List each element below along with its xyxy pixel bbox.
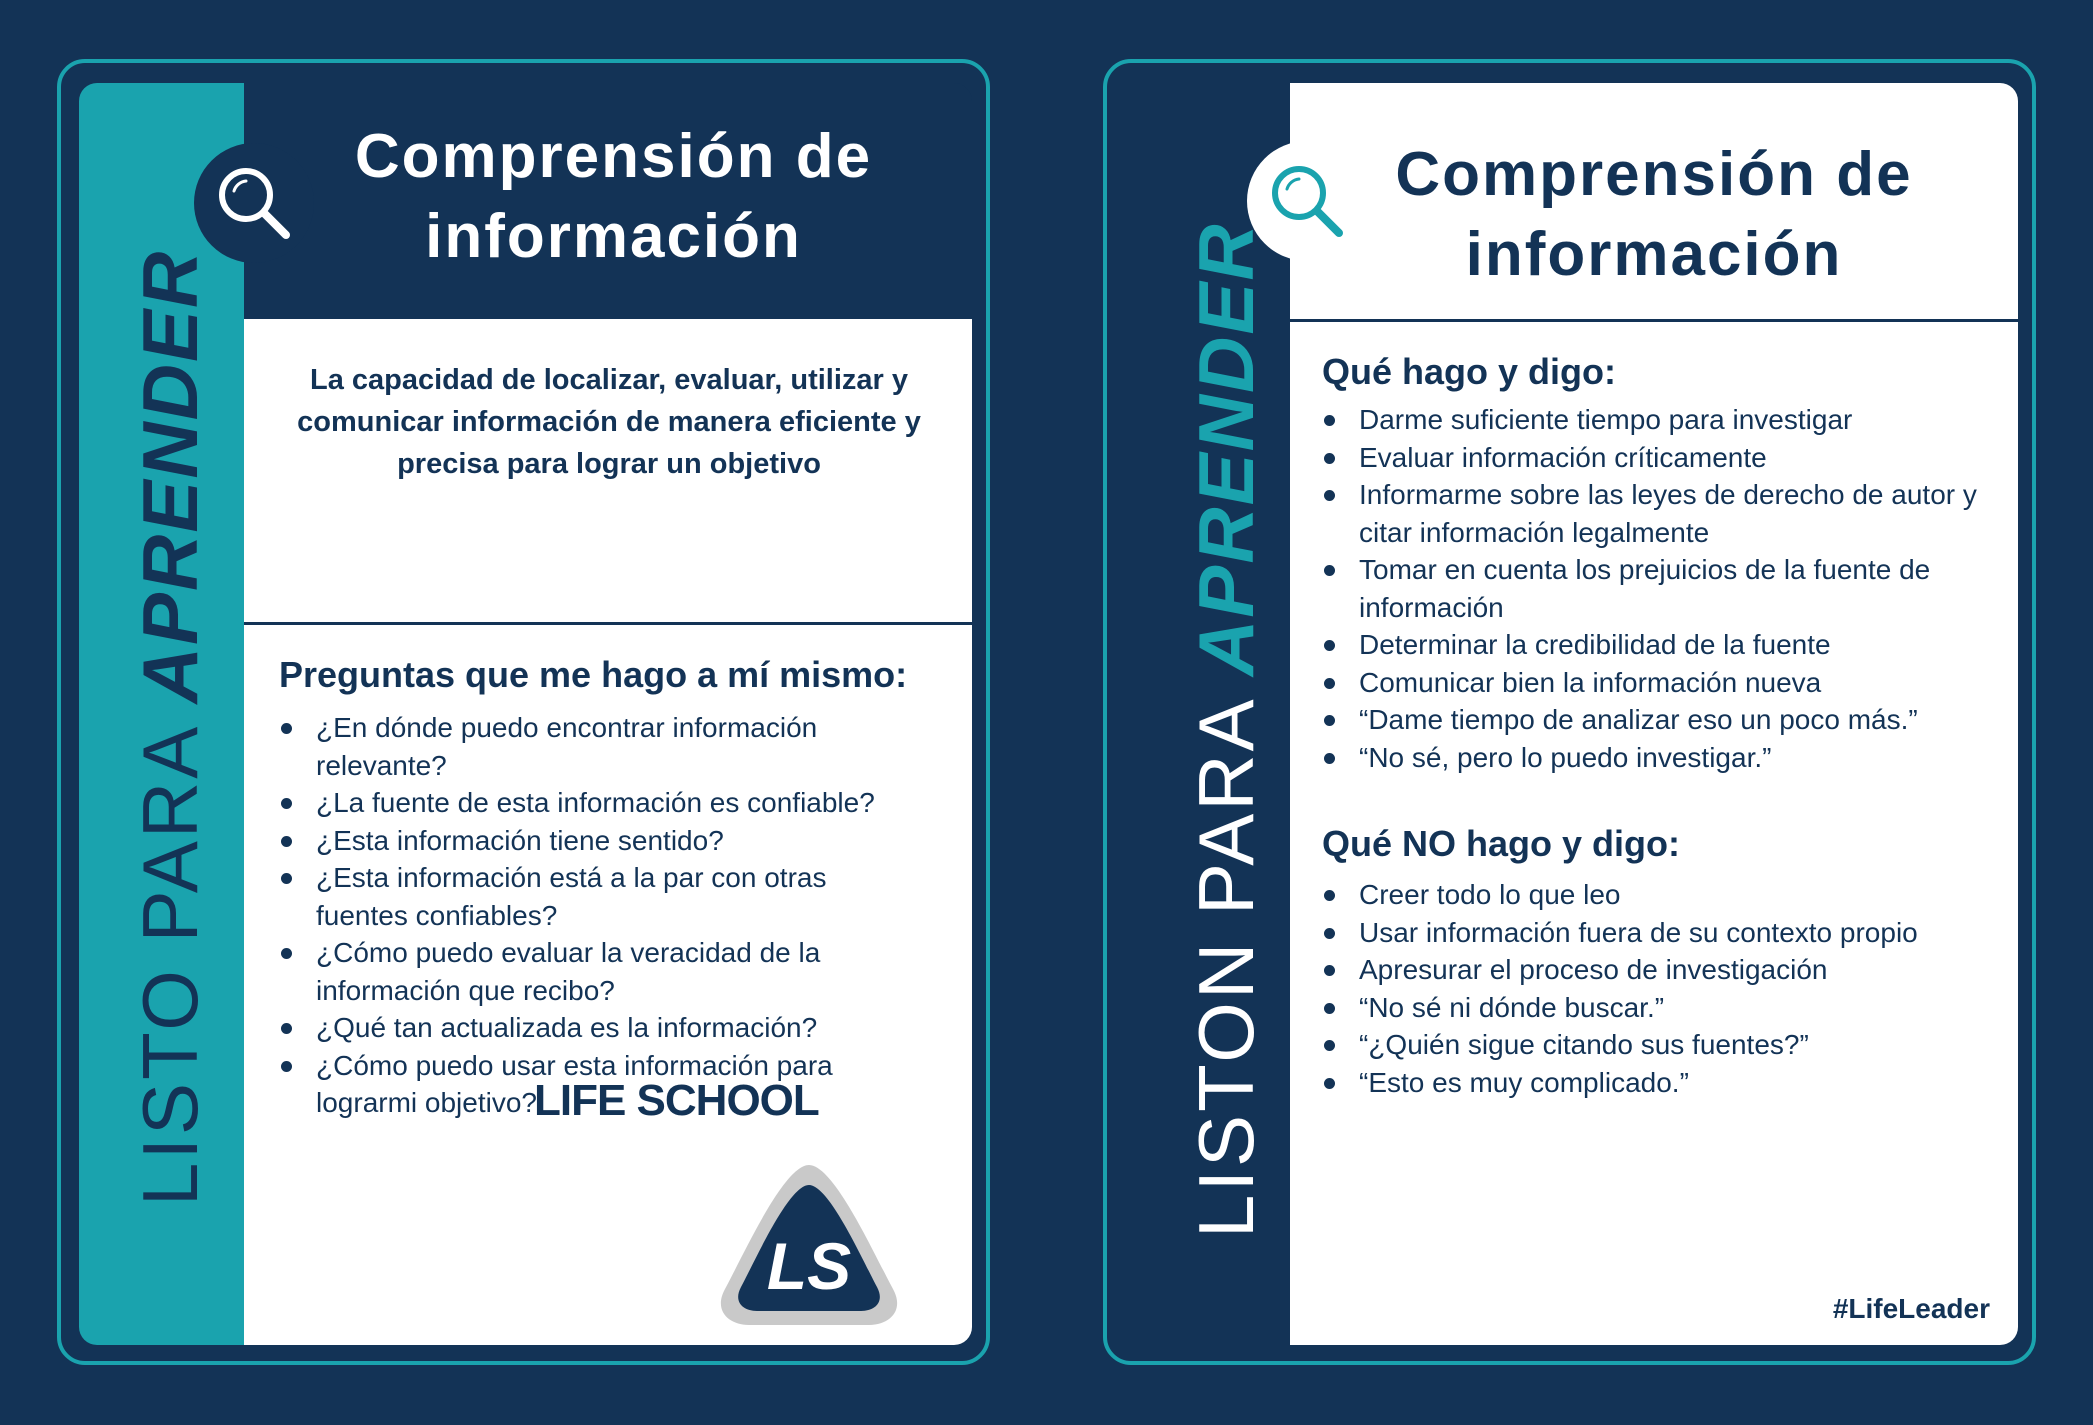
card-title (256, 117, 971, 277)
card-back (1103, 59, 2036, 1365)
list-item: Darme suficiente tiempo para investigar (1322, 401, 2002, 439)
list-item: ¿Esta información tiene sentido? (279, 822, 919, 860)
list-item: ¿En dónde puedo encontrar información relevante? (279, 709, 919, 784)
list-item: Evaluar información críticamente (1322, 439, 2002, 477)
list-item: Usar información fuera de su contexto propio (1322, 914, 2002, 952)
list-item: Apresurar el proceso de investigación (1322, 951, 2002, 989)
list-item: Determinar la credibilidad de la fuente (1322, 626, 2002, 664)
list-item: ¿Esta información está a la par con otras fuentes confiables? (279, 859, 919, 934)
divider (1290, 319, 2018, 322)
hashtag: #LifeLeader (1832, 1293, 1990, 1324)
life-school-logo (709, 1159, 909, 1334)
divider (244, 622, 972, 625)
do-heading: Qué hago y digo: (1322, 351, 1616, 392)
card-title (1290, 135, 2018, 295)
list-item: Informarme sobre las leyes de derecho de autor y citar información legalmente (1322, 476, 2002, 551)
list-item: “No sé ni dónde buscar.” (1322, 989, 2002, 1027)
list-item: ¿Cómo puedo evaluar la veracidad de la información que recibo? (279, 934, 919, 1009)
list-item: Comunicar bien la información nueva (1322, 664, 2002, 702)
list-item: “Dame tiempo de analizar eso un poco más.” (1322, 701, 2002, 739)
list-item: ¿Cómo puedo usar esta información para lograrmi objetivo? (279, 1047, 919, 1122)
title-line-1: Comprensión de (354, 122, 873, 191)
title-line-1: Comprensión de (1395, 140, 1913, 209)
vertical-label (126, 249, 214, 1206)
vertical-label-bold: APRENDER (1182, 222, 1270, 677)
vertical-label (1182, 222, 1270, 1238)
definition-text: La capacidad de localizar, evaluar, utilizar y comunicar información de manera eficiente y precisa para lograr un objetivo (297, 364, 921, 480)
dont-heading: Qué NO hago y digo: (1322, 823, 1680, 864)
list-item: “Esto es muy complicado.” (1322, 1064, 2002, 1102)
title-line-2: información (1465, 220, 1843, 289)
list-item: Tomar en cuenta los prejuicios de la fuente de información (1322, 551, 2002, 626)
list-item: Creer todo lo que leo (1322, 876, 2002, 914)
vertical-label-bold: APRENDER (126, 249, 214, 704)
search-icon (1265, 159, 1349, 243)
search-icon-badge (194, 143, 314, 263)
vertical-label-light: LISTO PARA (126, 703, 214, 1206)
list-item: ¿La fuente de esta información es confiable? (279, 784, 919, 822)
list-item: “No sé, pero lo puedo investigar.” (1322, 739, 2002, 777)
do-list (1322, 401, 2002, 776)
vertical-label-light: LISTON PARA (1182, 676, 1270, 1238)
card-body (244, 319, 972, 1345)
questions-heading: Preguntas que me hago a mí mismo: (279, 654, 908, 695)
list-item: ¿Qué tan actualizada es la información? (279, 1009, 919, 1047)
dont-list (1322, 876, 2002, 1101)
questions-list (279, 709, 919, 1122)
search-icon (212, 161, 296, 245)
title-line-2: información (425, 202, 802, 271)
logo-letters: LS (766, 1229, 852, 1303)
logo-wordmark: LIFE SCHOOL (534, 1076, 819, 1125)
card-front (57, 59, 990, 1365)
list-item: “¿Quién sigue citando sus fuentes?” (1322, 1026, 2002, 1064)
search-icon-badge (1247, 141, 1367, 261)
card-panel (1290, 83, 2018, 1345)
